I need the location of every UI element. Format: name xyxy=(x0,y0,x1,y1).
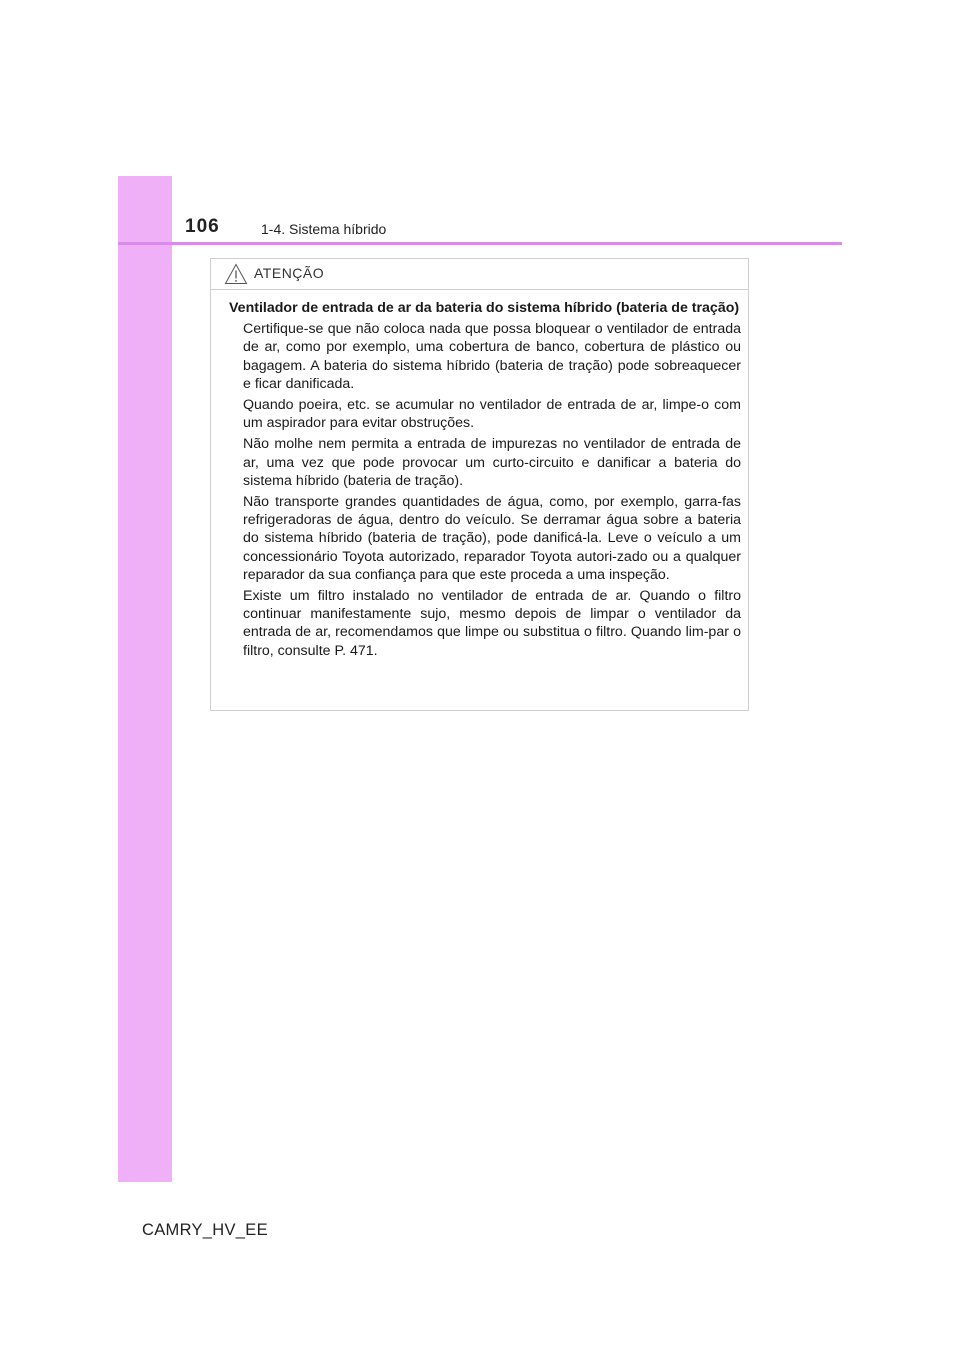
warning-triangle-icon xyxy=(224,263,248,285)
caution-item: Existe um filtro instalado no ventilador de entrada de ar. Quando o filtro continuar manifestamente sujo, mesmo depois de limpar o ventilador da entrada de ar, recomendamos que limpe ou substitua o filtro. Quando lim-par o filtro, consulte P. 471. xyxy=(243,588,741,659)
caution-box xyxy=(210,258,749,711)
section-title: 1-4. Sistema híbrido xyxy=(261,221,387,237)
caution-item: Não molhe nem permita a entrada de impurezas no ventilador de entrada de ar, uma vez que pode provocar um curto-circuito e danificar a bateria do sistema híbrido (bateria de tração). xyxy=(243,436,741,489)
footer-model-code: CAMRY_HV_EE xyxy=(142,1221,268,1239)
caution-item: Certifique-se que não coloca nada que possa bloquear o ventilador de entrada de ar, como por exemplo, uma cobertura de banco, cobertura de plástico ou bagagem. A bateria do sistema híbrido (bateria de tração) pode sobreaquecer e ficar danificada. xyxy=(243,321,741,392)
header-divider xyxy=(118,242,842,245)
caution-heading: Ventilador de entrada de ar da bateria do sistema híbrido (bateria de tração) xyxy=(229,300,740,316)
caution-header xyxy=(211,259,748,290)
caution-item: Não transporte grandes quantidades de água, como, por exemplo, garra-fas refrigeradoras de água, dentro do veículo. Se derramar água sobre a bateria do sistema híbrido (bateria de tração), pode danificá-la. Leve o veículo a um concessionário Toyota autorizado, reparador Toyota autori-zado ou a qualquer reparador da sua confiança para que este proceda a uma inspeção. xyxy=(243,494,741,583)
side-color-band xyxy=(118,176,172,1182)
caution-label: ATENÇÃO xyxy=(254,265,325,281)
caution-item: Quando poeira, etc. se acumular no ventilador de entrada de ar, limpe-o com um aspirador para evitar obstruções. xyxy=(243,397,741,432)
page-number: 106 xyxy=(185,216,220,237)
caution-body xyxy=(211,290,748,660)
